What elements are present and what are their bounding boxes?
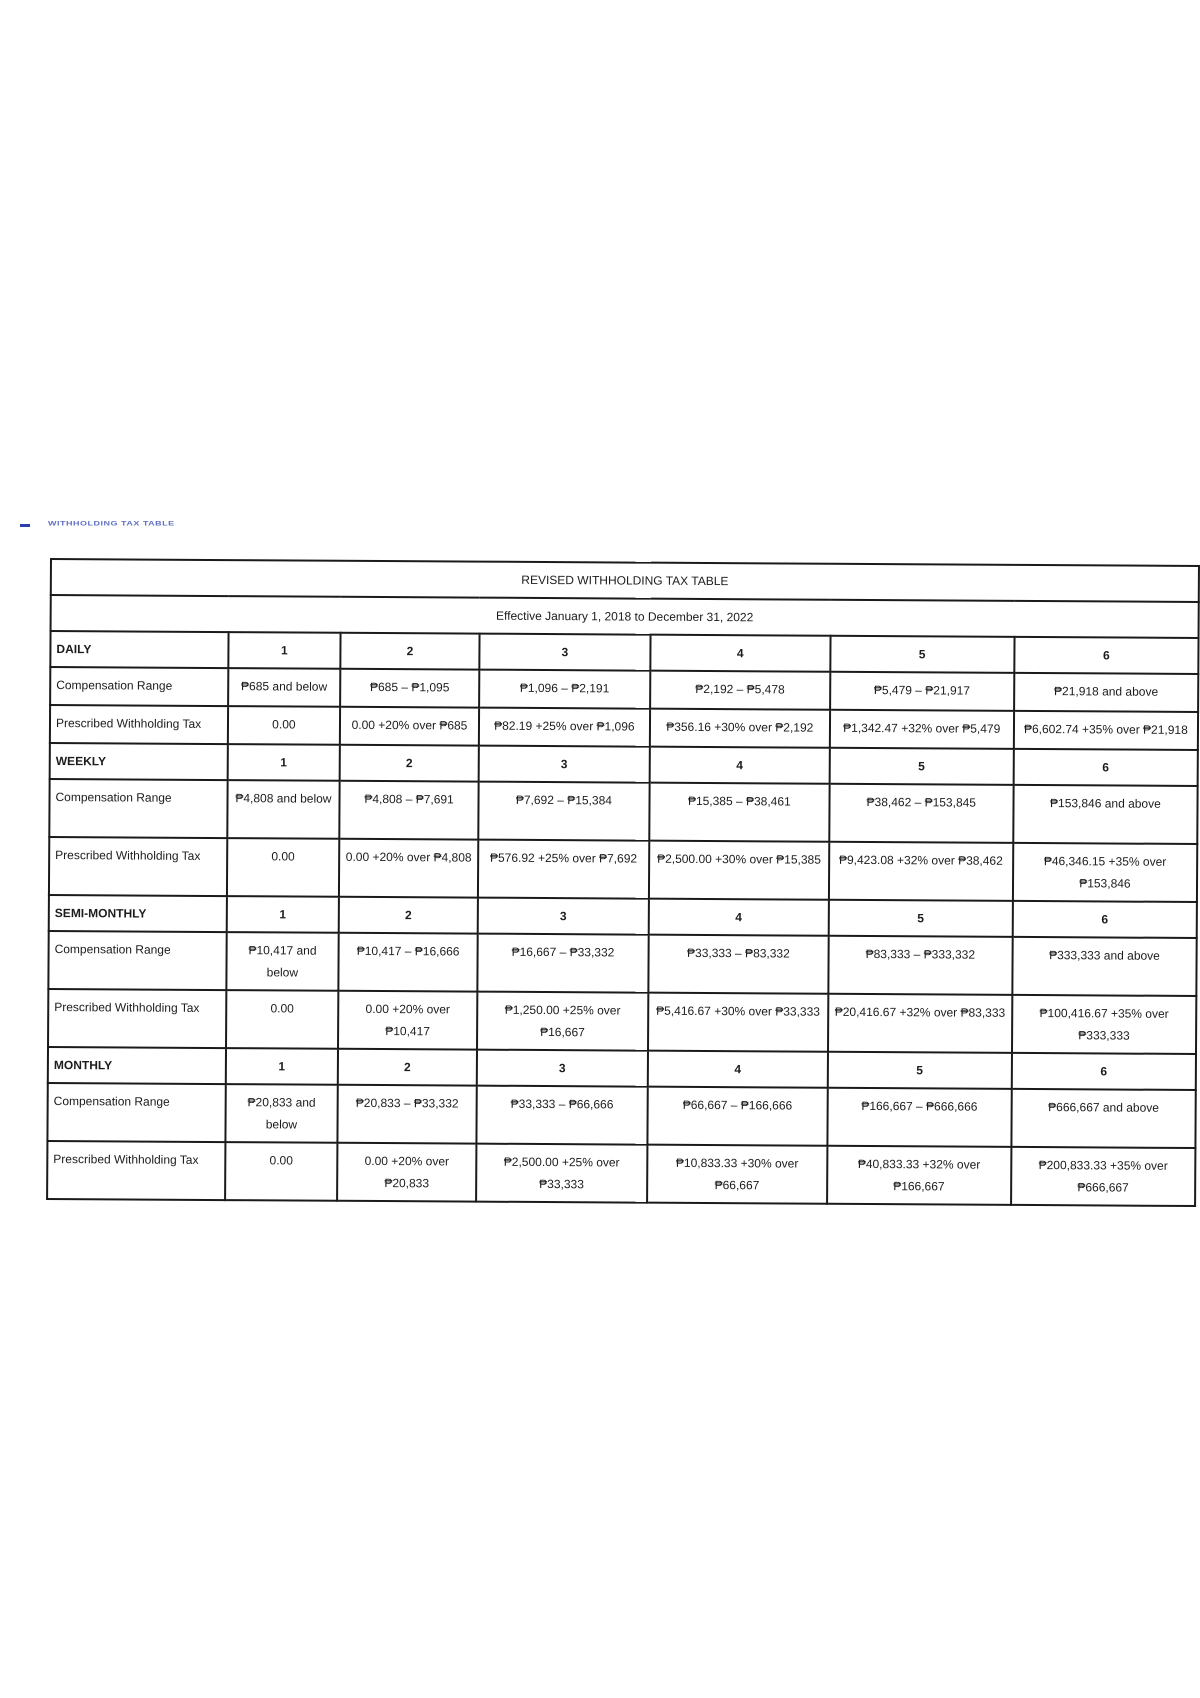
section-label-semi-monthly: SEMI-MONTHLY [49,895,227,932]
withholding-tax-cell: 0.00 [227,838,340,897]
compensation-range-cell: ₱2,192 – ₱5,478 [650,671,830,710]
header-label: WITHHOLDING TAX TABLE [48,520,175,527]
withholding-tax-cell: 0.00 +20% over ₱4,808 [339,839,478,898]
withholding-tax-cell: ₱2,500.00 +30% over ₱15,385 [649,841,829,900]
bracket-number: 4 [650,635,830,672]
bracket-number: 5 [830,636,1014,673]
bracket-number: 2 [338,1049,477,1086]
compensation-range-cell: ₱10,417 and below [226,932,339,991]
compensation-range-cell: ₱33,333 – ₱66,666 [476,1086,647,1145]
bracket-number: 5 [827,1052,1011,1089]
compensation-range-label: Compensation Range [47,1083,225,1142]
section-label-monthly: MONTHLY [48,1047,226,1084]
prescribed-withholding-tax-label: Prescribed Withholding Tax [48,989,226,1048]
compensation-range-cell: ₱21,918 and above [1014,673,1198,712]
withholding-tax-cell: 0.00 +20% over ₱10,417 [338,991,477,1050]
compensation-range-cell: ₱16,667 – ₱33,332 [477,934,648,993]
bracket-number: 2 [341,633,480,670]
prescribed-withholding-tax-label: Prescribed Withholding Tax [50,705,228,744]
bracket-number: 6 [1013,749,1197,786]
bracket-number: 1 [227,744,340,781]
semi-monthly-withholding-row [48,989,1196,1054]
compensation-range-cell: ₱66,667 – ₱166,666 [647,1087,827,1146]
withholding-tax-cell: ₱10,833.33 +30% over ₱66,667 [647,1145,827,1204]
withholding-tax-cell: ₱6,602.74 +35% over ₱21,918 [1014,711,1198,750]
withholding-tax-cell: 0.00 [227,706,340,745]
withholding-tax-cell: ₱576.92 +25% over ₱7,692 [478,840,649,899]
compensation-range-cell: ₱666,667 and above [1011,1089,1196,1148]
compensation-range-cell: ₱7,692 – ₱15,384 [478,782,649,841]
compensation-range-cell: ₱5,479 – ₱21,917 [830,672,1014,711]
withholding-tax-cell: ₱356.16 +30% over ₱2,192 [650,709,830,748]
compensation-range-cell: ₱83,333 – ₱333,332 [828,936,1012,995]
prescribed-withholding-tax-label: Prescribed Withholding Tax [49,837,227,896]
compensation-range-cell: ₱685 and below [228,668,341,707]
bracket-number: 3 [478,898,649,935]
compensation-range-cell: ₱685 – ₱1,095 [340,669,479,708]
bracket-number: 1 [228,632,341,669]
monthly-compensation-row [47,1083,1195,1148]
compensation-range-cell: ₱4,808 and below [227,780,340,839]
withholding-tax-cell: ₱1,250.00 +25% over ₱16,667 [477,992,648,1051]
withholding-tax-cell: ₱82.19 +25% over ₱1,096 [479,708,650,747]
table-subtitle: Effective January 1, 2018 to December 31, 2022 [51,595,1199,638]
bracket-number: 6 [1012,1053,1196,1090]
weekly-withholding-row [49,837,1197,902]
withholding-tax-cell: ₱9,423.08 +32% over ₱38,462 [829,842,1013,901]
prescribed-withholding-tax-label: Prescribed Withholding Tax [47,1141,225,1200]
section-label-daily: DAILY [50,631,228,668]
compensation-range-cell: ₱4,808 – ₱7,691 [340,781,479,840]
withholding-tax-cell: ₱100,416.67 +35% over ₱333,333 [1012,995,1197,1054]
monthly-withholding-row [47,1141,1195,1206]
compensation-range-cell: ₱166,667 – ₱666,666 [827,1088,1011,1147]
withholding-tax-cell: ₱1,342.47 +32% over ₱5,479 [830,710,1014,749]
tax-table-container [46,558,1200,1207]
bracket-number: 6 [1013,901,1197,938]
withholding-tax-cell: ₱46,346.15 +35% over ₱153,846 [1013,843,1198,902]
section-label-weekly: WEEKLY [50,743,228,780]
bracket-number: 1 [225,1048,338,1085]
bracket-number: 6 [1014,637,1198,674]
compensation-range-cell: ₱333,333 and above [1012,937,1197,996]
compensation-range-label: Compensation Range [48,931,226,990]
withholding-tax-cell: ₱40,833.33 +32% over ₱166,667 [827,1146,1011,1205]
bracket-number: 4 [648,1051,828,1088]
withholding-tax-cell: ₱20,416.67 +32% over ₱83,333 [828,994,1012,1053]
compensation-range-cell: ₱1,096 – ₱2,191 [479,670,650,709]
withholding-tax-cell: 0.00 [225,1142,338,1201]
compensation-range-cell: ₱38,462 – ₱153,845 [829,784,1013,843]
compensation-range-cell: ₱20,833 – ₱33,332 [338,1085,477,1144]
compensation-range-cell: ₱153,846 and above [1013,785,1198,844]
bracket-number: 5 [828,900,1012,937]
withholding-tax-cell: ₱200,833.33 +35% over ₱666,667 [1011,1147,1196,1206]
bracket-number: 4 [649,899,829,936]
withholding-tax-cell: 0.00 [226,990,339,1049]
compensation-range-label: Compensation Range [49,779,227,838]
withholding-tax-cell: ₱5,416.67 +30% over ₱33,333 [648,993,828,1052]
compensation-range-cell: ₱20,833 and below [225,1084,338,1143]
compensation-range-cell: ₱10,417 – ₱16,666 [339,933,478,992]
bracket-number: 4 [650,747,830,784]
bracket-number: 3 [477,1050,648,1087]
table-title: REVISED WITHHOLDING TAX TABLE [51,559,1199,602]
header-dash [20,524,30,527]
bracket-number: 2 [340,745,479,782]
withholding-tax-table [46,558,1200,1207]
bracket-number: 5 [829,748,1013,785]
compensation-range-cell: ₱15,385 – ₱38,461 [649,783,829,842]
bracket-number: 1 [226,896,339,933]
compensation-range-cell: ₱33,333 – ₱83,332 [648,935,828,994]
withholding-tax-cell: 0.00 +20% over ₱20,833 [337,1143,476,1202]
weekly-compensation-row [49,779,1197,844]
bracket-number: 2 [339,897,478,934]
compensation-range-label: Compensation Range [50,667,228,706]
bracket-number: 3 [479,634,650,671]
withholding-tax-cell: ₱2,500.00 +25% over ₱33,333 [476,1144,647,1203]
semi-monthly-compensation-row [48,931,1196,996]
withholding-tax-cell: 0.00 +20% over ₱685 [340,707,479,746]
bracket-number: 3 [478,746,649,783]
